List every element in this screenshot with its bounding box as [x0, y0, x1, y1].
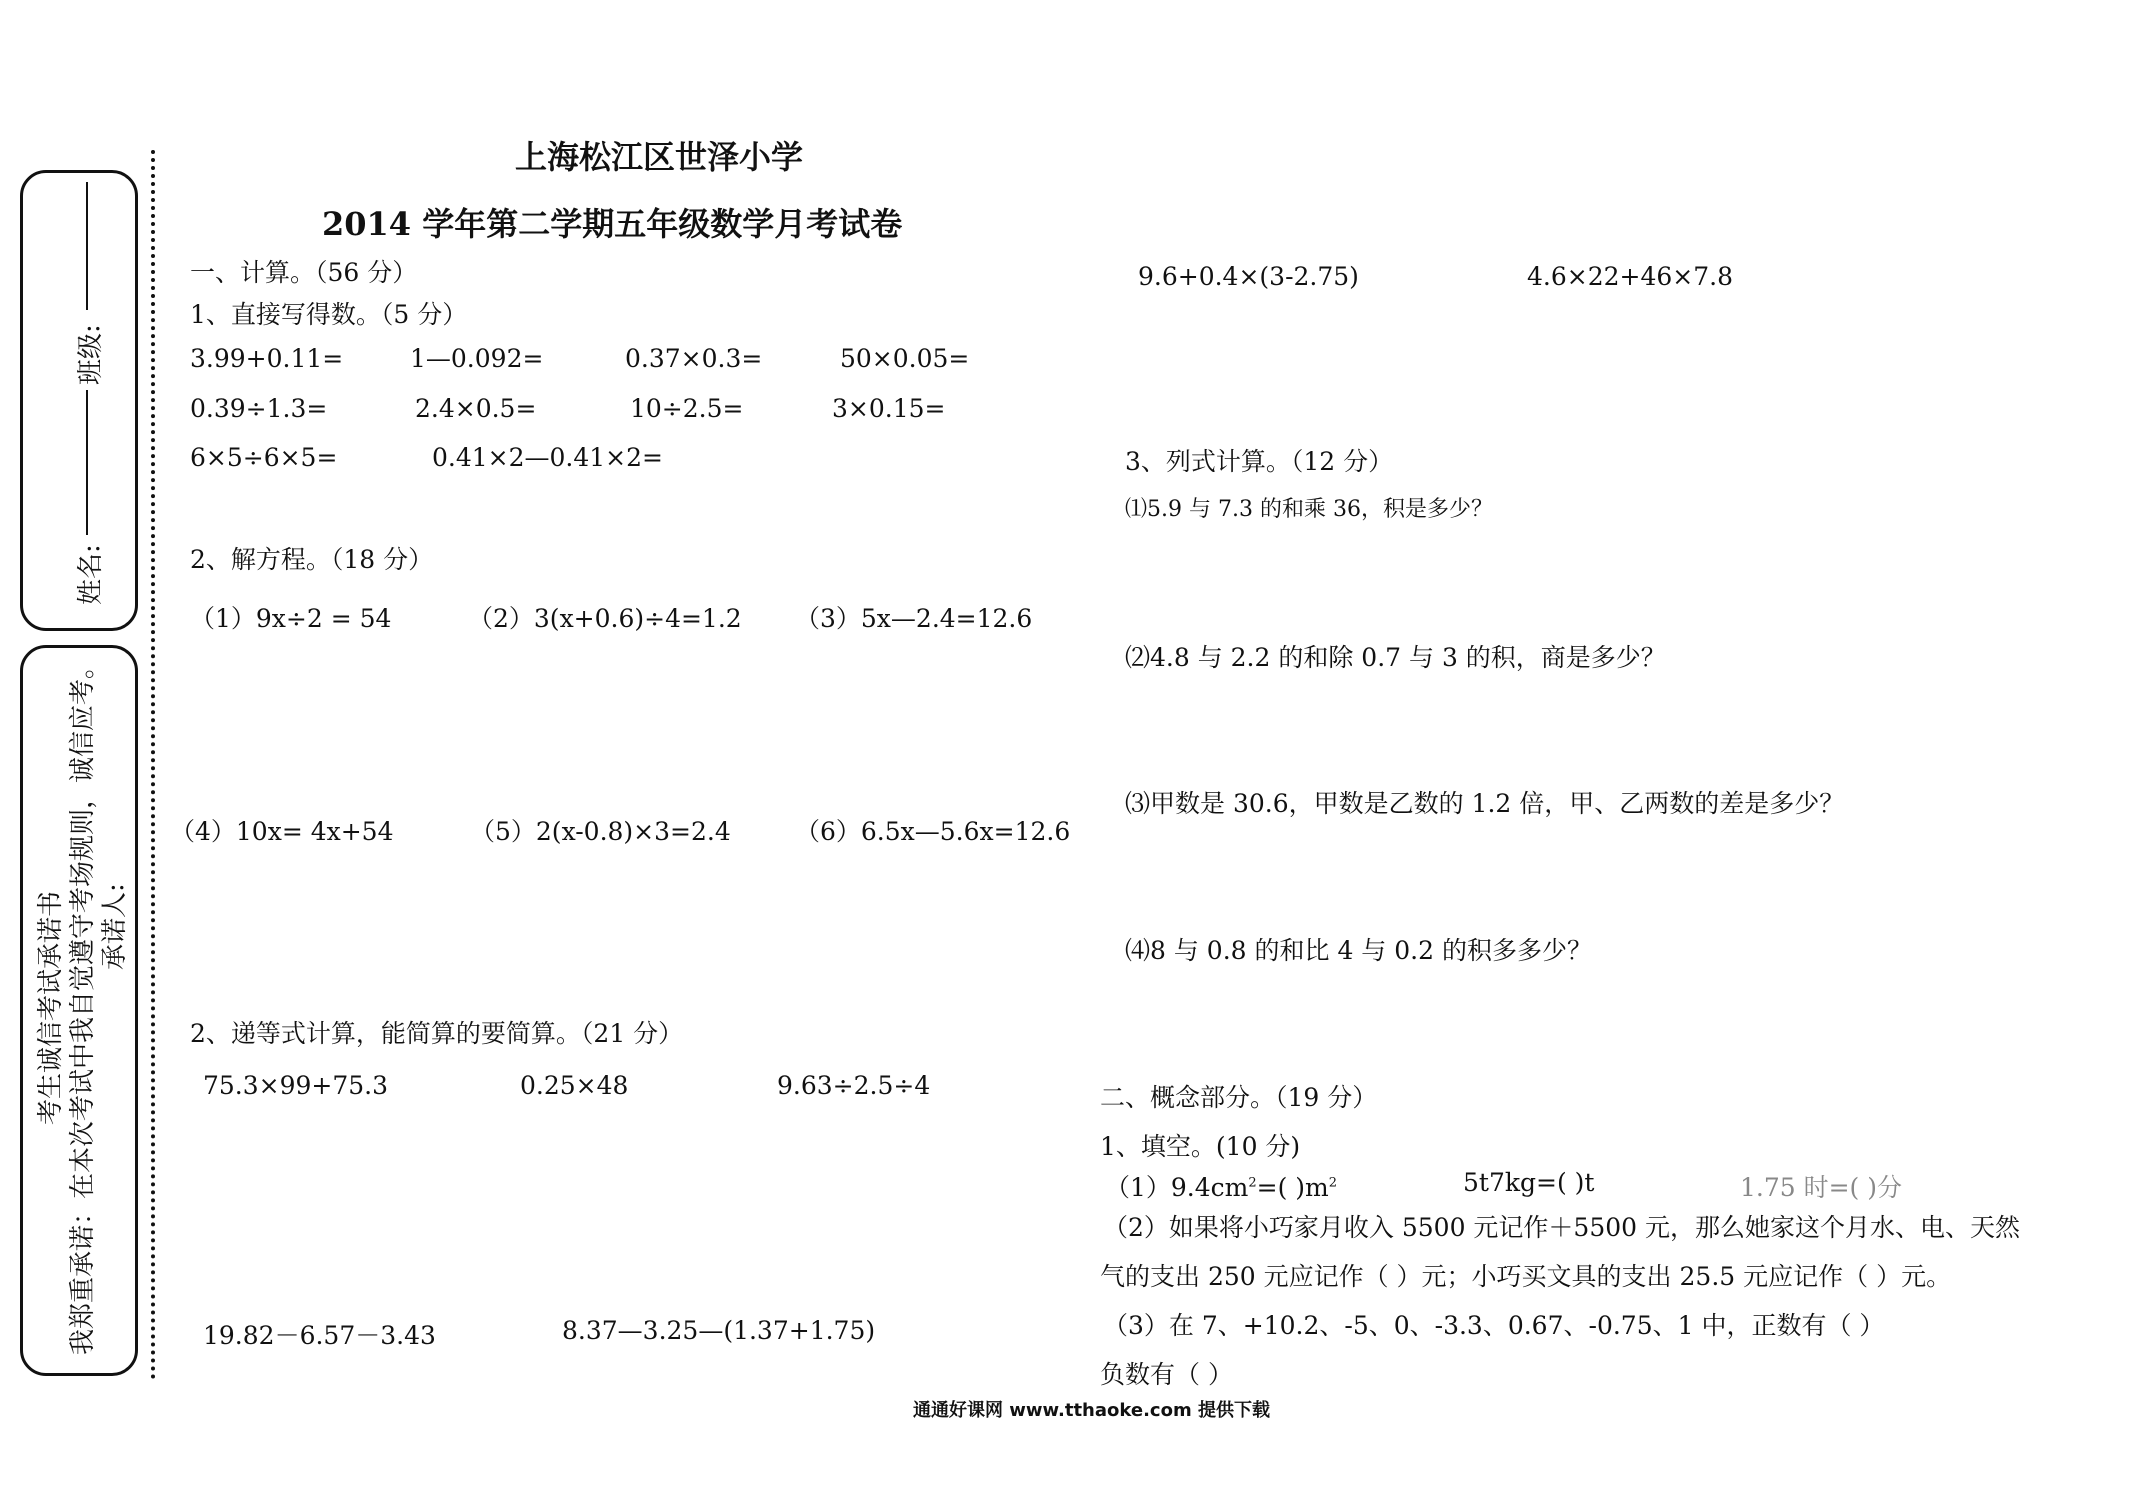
calc-item: 4.6×22+46×7.8 — [1527, 262, 1733, 291]
class-label: 班级: — [76, 324, 106, 385]
q1-item: 2.4×0.5= — [415, 394, 537, 423]
equation-item: （6）6.5x—5.6x=12.6 — [795, 817, 1071, 846]
equation-item: （5）2(x-0.8)×3=2.4 — [470, 817, 731, 846]
fill-item-3-line1: （3）在 7、+10.2、-5、0、-3.3、0.67、-0.75、1 中，正数有（ ） — [1103, 1311, 1885, 1340]
fill-item-3-line2: 负数有（ ） — [1100, 1360, 1233, 1389]
q1-item: 10÷2.5= — [630, 394, 744, 423]
section1-heading: 一、计算。（56 分） — [190, 258, 418, 287]
q2-heading: 2、解方程。（18 分） — [190, 545, 434, 574]
q4-heading: 3、列式计算。（12 分） — [1125, 447, 1394, 476]
q1-item: 0.41×2—0.41×2= — [432, 443, 663, 472]
q3-heading: 2、递等式计算，能简算的要简算。（21 分） — [190, 1019, 684, 1048]
name-blank-line — [86, 390, 88, 535]
calc-item: 19.82－6.57－3.43 — [203, 1321, 436, 1350]
calc-item: 9.6+0.4×(3-2.75) — [1138, 262, 1359, 291]
calc-item: 8.37—3.25—(1.37+1.75) — [562, 1316, 876, 1345]
binding-dotted-line — [151, 150, 155, 1380]
q1-item: 1—0.092= — [410, 344, 544, 373]
q1-item: 6×5÷6×5= — [190, 443, 338, 472]
q1-item: 0.37×0.3= — [625, 344, 763, 373]
word-problem: ⑵4.8 与 2.2 的和除 0.7 与 3 的积，商是多少？ — [1125, 643, 1666, 672]
footer-credit: 通通好课网 www.tthaoke.com 提供下载 — [913, 1400, 1270, 1421]
calc-item: 9.63÷2.5÷4 — [777, 1071, 931, 1100]
fill-item-1a: （1）9.4cm — [1105, 1173, 1249, 1202]
q1-item: 0.39÷1.3= — [190, 394, 328, 423]
equation-item: （3）5x—2.4=12.6 — [795, 604, 1033, 633]
word-problem: ⑶甲数是 30.6，甲数是乙数的 1.2 倍，甲、乙两数的差是多少？ — [1125, 789, 1845, 818]
fill-item-2-line2: 气的支出 250 元应记作（ ）元；小巧买文具的支出 25.5 元应记作（ ）元。 — [1100, 1262, 1952, 1291]
word-problem: ⑷8 与 0.8 的和比 4 与 0.2 的积多多少？ — [1125, 936, 1592, 965]
q1-item: 50×0.05= — [840, 344, 970, 373]
fill-item-1: $(1)9.4cm^2=$( )$m^2$ — [1105, 1173, 1338, 1202]
pledge-title: 考生诚信考试承诺书 — [36, 890, 66, 1125]
fill-item-1b: =( )m — [1256, 1173, 1329, 1202]
equation-item: （4）10x= 4x+54 — [170, 817, 394, 846]
q1-item: 3×0.15= — [832, 394, 946, 423]
calc-item: 75.3×99+75.3 — [203, 1071, 389, 1100]
section2-heading: 二、概念部分。（19 分） — [1100, 1083, 1378, 1112]
fill-item-1d: 1.75 时=( )分 — [1740, 1173, 1903, 1202]
fill-item-1c: 5t7kg=( )t — [1463, 1168, 1595, 1197]
equation-item: （2）3(x+0.6)÷4=1.2 — [468, 604, 742, 633]
exam-title: 2014 学年第二学期五年级数学月考试卷 — [322, 205, 903, 243]
word-problem: ⑴5.9 与 7.3 的和乘 36，积是多少？ — [1125, 497, 1493, 522]
name-label: 姓名: — [76, 544, 106, 605]
class-blank-line — [86, 182, 88, 310]
fill-item-2-line1: （2）如果将小巧家月收入 5500 元记作＋5500 元，那么她家这个月水、电、天然 — [1103, 1213, 2020, 1242]
q1-item: 3.99+0.11= — [190, 344, 344, 373]
calc-item: 0.25×48 — [520, 1071, 629, 1100]
q1-heading: 1、直接写得数。（5 分） — [190, 300, 468, 329]
pledge-signer: 承诺人: — [100, 883, 130, 970]
fill-heading: 1、填空。(10 分) — [1100, 1132, 1301, 1161]
school-name: 上海松江区世泽小学 — [515, 138, 804, 176]
equation-item: （1）9x÷2 = 54 — [190, 604, 392, 633]
pledge-text: 我郑重承诺：在本次考试中我自觉遵守考场规则，诚信应考。 — [68, 652, 98, 1355]
